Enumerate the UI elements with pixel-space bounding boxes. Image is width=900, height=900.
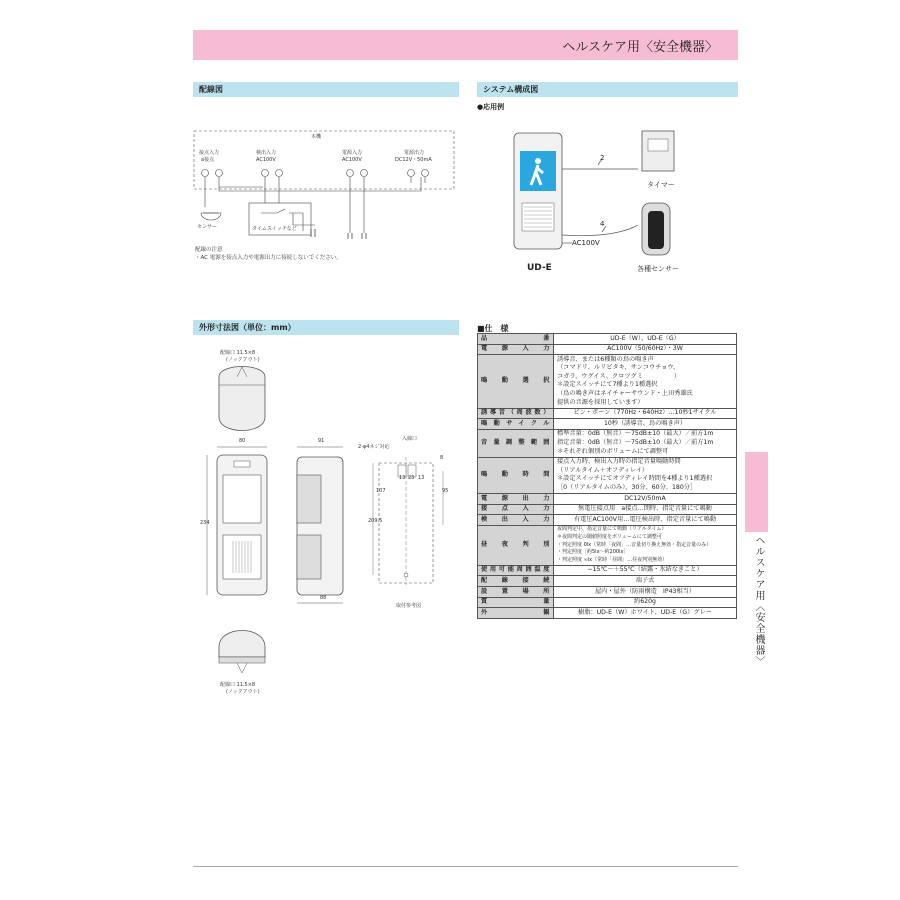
spec-table (477, 333, 737, 619)
spec-row (478, 334, 737, 345)
spec-value: −15℃〜＋55℃（結露・氷結なきこと） (554, 565, 737, 576)
page-banner (193, 30, 738, 60)
dim-209: 209.5 (368, 518, 383, 524)
main-unit-label: 本機 (311, 134, 322, 140)
spec-row (478, 565, 737, 576)
depth-side-dim: 91 (318, 438, 325, 444)
spec-row (478, 408, 737, 419)
spec-title: ■仕 様 (477, 324, 509, 333)
spec-row (478, 457, 737, 493)
sensor-wire-count: 4 (600, 220, 605, 228)
spec-key: 鳴動サイクル (478, 419, 554, 430)
spec-value: UD-E（W）、UD-E（G） (554, 334, 737, 345)
spec-value: 接点入力時、検出入力時の指定音量鳴動時間 （リアルタイム＋オフディレイ） ＊設定スイッチにてオフディレイ時間を4種より1種選択 ［0（リアルタイムのみ）、30分、60分、180分］ (554, 457, 737, 493)
spec-key: 接点入力 (478, 504, 554, 515)
spec-value: 屋内・屋外（防雨構造 IP43相当） (554, 587, 737, 598)
spec-row (478, 515, 737, 526)
spec-value: 夜間判定中、指定音量にて鳴動（リアルタイム） ＊夜間判定の閾値照度をボリュームにて調整可 ・判定照度 0lx（常時「夜間」…音量切り換え無効・指定音量のみ） ・判定照度［約5lx〜約200lx］ ・判定照度 ∞lx（常時「昼間」…昼夜判別無効） (554, 525, 737, 565)
spec-key: 誘導音（周波数） (478, 408, 554, 419)
spec-row (478, 355, 737, 409)
wiring-diagram (193, 125, 463, 250)
sensor-label: センサー (197, 224, 218, 230)
spec-key: 配線接続 (478, 576, 554, 587)
spec-value: 無電圧接点用 a接点…閉時、指定音量にて鳴動 (554, 504, 737, 515)
knockout-top-label: 配線口 11.5×8 (220, 350, 256, 356)
footer-divider (193, 866, 738, 867)
timer-wire-count: 2 (600, 154, 605, 162)
depth-bottom-dim: 88 (320, 595, 327, 601)
spec-value: 樹脂：UD-E（W）ホワイト、UD-E（G）グレー (554, 608, 737, 619)
knockout-bottom-label: 配線口 11.5×8 (220, 682, 256, 688)
dim-13b: 13 (418, 475, 425, 481)
spec-key: 品番 (478, 334, 554, 345)
spec-value: 標準音量：0dB（無音）〜75dB±10（最大）／前方1m 指定音量：0dB（無音）〜75dB±10（最大）／前方1m ＊それぞれ個別のボリュームにて調整可 (554, 429, 737, 457)
spec-row (478, 504, 737, 515)
spec-value: DC12V/50mA (554, 494, 737, 505)
wiring-note-title: 配線の注意 (195, 247, 223, 253)
spec-row (478, 587, 737, 598)
spec-row (478, 344, 737, 355)
spec-key: 鳴動時間 (478, 457, 554, 493)
power-input-label: 電源入力 (342, 150, 363, 156)
spec-key: 電源入力 (478, 344, 554, 355)
spec-key: 外観 (478, 608, 554, 619)
spec-value: 有電圧AC100V用…電圧検出時、指定音量にて鳴動 (554, 515, 737, 526)
spec-value: 誘導音、または6種類の鳥の鳴き声 （コマドリ、ルリビタキ、サンコウチョウ、 コガラ、ウグイス、クロツグミ ） ＊設定スイッチにて7種より1種選択 （鳥の鳴き声はネイチャーサウンド・上田秀雄氏 提供の音源を採用しています） (554, 355, 737, 409)
dim-13a: 13 (399, 475, 406, 481)
spec-row (478, 429, 737, 457)
wiring-section-header: 配線図 (193, 82, 459, 97)
spec-row (478, 576, 737, 587)
output-volt-label: DC12V・50mA (395, 157, 432, 163)
spec-key: 電源出力 (478, 494, 554, 505)
screw-label: 2-φ4ネジ対応 (358, 444, 390, 450)
power-volt-label: AC100V (342, 157, 362, 163)
spec-key: 昼夜判別 (478, 525, 554, 565)
knockout-top-sub: (ノックアウト) (226, 357, 260, 363)
knockout-bottom-sub: (ノックアウト) (226, 689, 260, 695)
power-output-label: 電源出力 (404, 150, 425, 156)
spec-key: 音量調整範囲 (478, 429, 554, 457)
contact-input-label: 接点入力 (199, 150, 220, 156)
spec-row (478, 419, 737, 430)
dim-107: 107 (376, 488, 386, 494)
application-example-label: ●応用例 (477, 103, 505, 111)
spec-key: 検出入力 (478, 515, 554, 526)
dim-95: 95 (442, 488, 449, 494)
spec-key: 鳴動選択 (478, 355, 554, 409)
spec-value: 10秒（誘導音、鳥の鳴き声） (554, 419, 737, 430)
inlet-label: 入線口 (402, 436, 418, 442)
spec-value: AC100V（50/60Hz）・3W (554, 344, 737, 355)
spec-key: 質量 (478, 597, 554, 608)
spec-value: 約620g (554, 597, 737, 608)
time-switch-label: タイムスイッチなど (252, 226, 297, 232)
side-tab-marker (745, 452, 768, 532)
page-title: ヘルスケア用〈安全機器〉 (562, 40, 718, 55)
spec-key: 使用可能周囲温度 (478, 565, 554, 576)
spec-row (478, 608, 737, 619)
system-diagram (510, 125, 710, 275)
a-contact-label: a接点 (201, 157, 215, 163)
dim-8: 8 (440, 455, 444, 461)
dimensions-section-header: 外形寸法図（単位：mm） (193, 320, 459, 335)
system-section-header: システム構成図 (477, 82, 738, 97)
dim-23: 23 (408, 475, 415, 481)
spec-row (478, 494, 737, 505)
dimension-drawing (193, 345, 473, 705)
width-front-dim: 80 (239, 438, 246, 444)
mount-ref-label: 取付参考図 (396, 603, 422, 609)
height-total-dim: 234 (200, 520, 210, 526)
sensors-label: 各種センサー (637, 265, 679, 273)
detect-volt-label: AC100V (256, 157, 276, 163)
spec-row (478, 597, 737, 608)
side-tab-label: ヘルスケア用〈安全機器〉 (753, 535, 764, 667)
spec-key: 設置場所 (478, 587, 554, 598)
detect-input-label: 検出入力 (256, 150, 277, 156)
timer-label: タイマー (647, 181, 675, 189)
ac-label: AC100V (572, 239, 600, 247)
spec-value: ピン・ポーン（770Hz・640Hz）…10秒1サイクル (554, 408, 737, 419)
spec-value: 端子式 (554, 576, 737, 587)
wiring-note-text: ・AC 電源を接点入力や電源出力に接続しないでください。 (195, 255, 342, 261)
spec-row (478, 525, 737, 565)
model-label: UD-E (527, 263, 552, 273)
